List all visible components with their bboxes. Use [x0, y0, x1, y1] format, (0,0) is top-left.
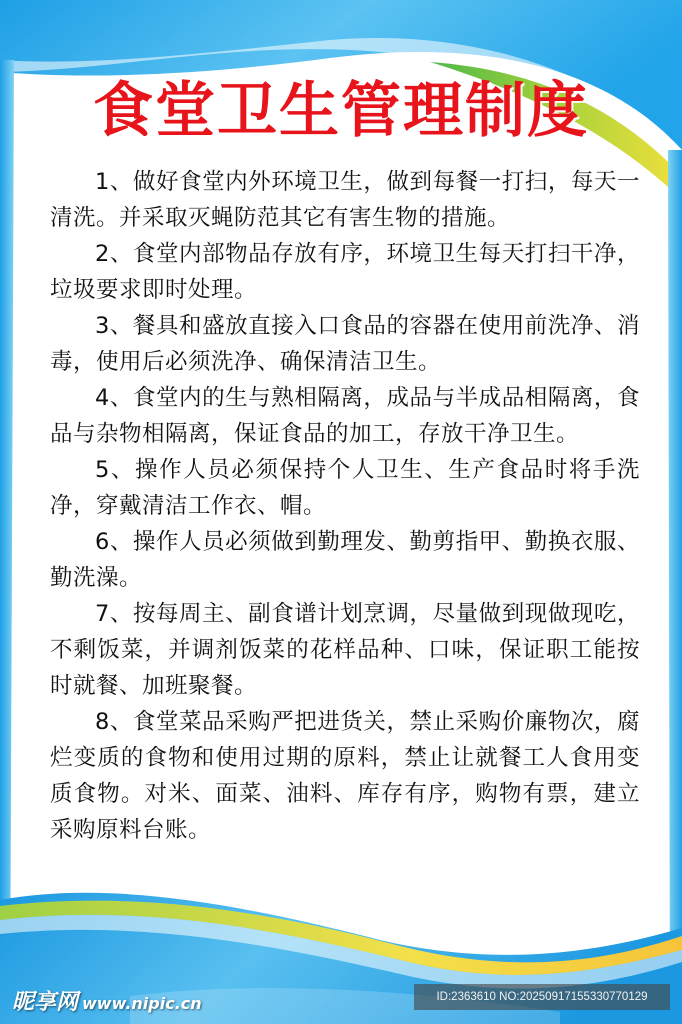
regulation-item-4: 4、食堂内的生与熟相隔离，成品与半成品相隔离，食品与杂物相隔离，保证食品的加工，存放干净卫生。	[50, 385, 640, 447]
watermark-id-label: ID:2363610 NO:20250917155330770129	[414, 984, 670, 1010]
regulation-item-1: 1、做好食堂内外环境卫生，做到每餐一打扫，每天一清洗。并采取灭蝇防范其它有害生物的措施。	[50, 169, 640, 231]
regulation-item-6: 6、操作人员必须做到勤理发、勤剪指甲、勤换衣服、勤洗澡。	[50, 529, 640, 591]
poster-title: 食堂卫生管理制度	[93, 76, 589, 146]
watermark-logo-text: 昵享网	[12, 990, 79, 1015]
regulation-item-5: 5、操作人员必须保持个人卫生、生产食品时将手洗净，穿戴清洁工作衣、帽。	[50, 457, 640, 519]
regulation-list	[50, 164, 640, 848]
regulation-item-8: 8、食堂菜品采购严把进货关，禁止采购价廉物次，腐烂变质的食物和使用过期的原料，禁止让就餐工人食用变质食物。对米、面菜、油料、库存有序，购物有票，建立采购原料台账。	[50, 709, 640, 843]
watermark-site-url: www.nipic.cn	[82, 994, 202, 1013]
watermark-logo	[12, 985, 202, 1016]
regulation-item-7: 7、按每周主、副食谱计划烹调，尽量做到现做现吃，不剩饭菜，并调剂饭菜的花样品种、口味，保证职工能按时就餐、加班聚餐。	[50, 601, 640, 699]
regulation-item-3: 3、餐具和盛放直接入口食品的容器在使用前洗净、消毒，使用后必须洗净、确保清洁卫生。	[50, 313, 640, 375]
regulation-item-2: 2、食堂内部物品存放有序，环境卫生每天打扫干净，垃圾要求即时处理。	[50, 241, 640, 303]
